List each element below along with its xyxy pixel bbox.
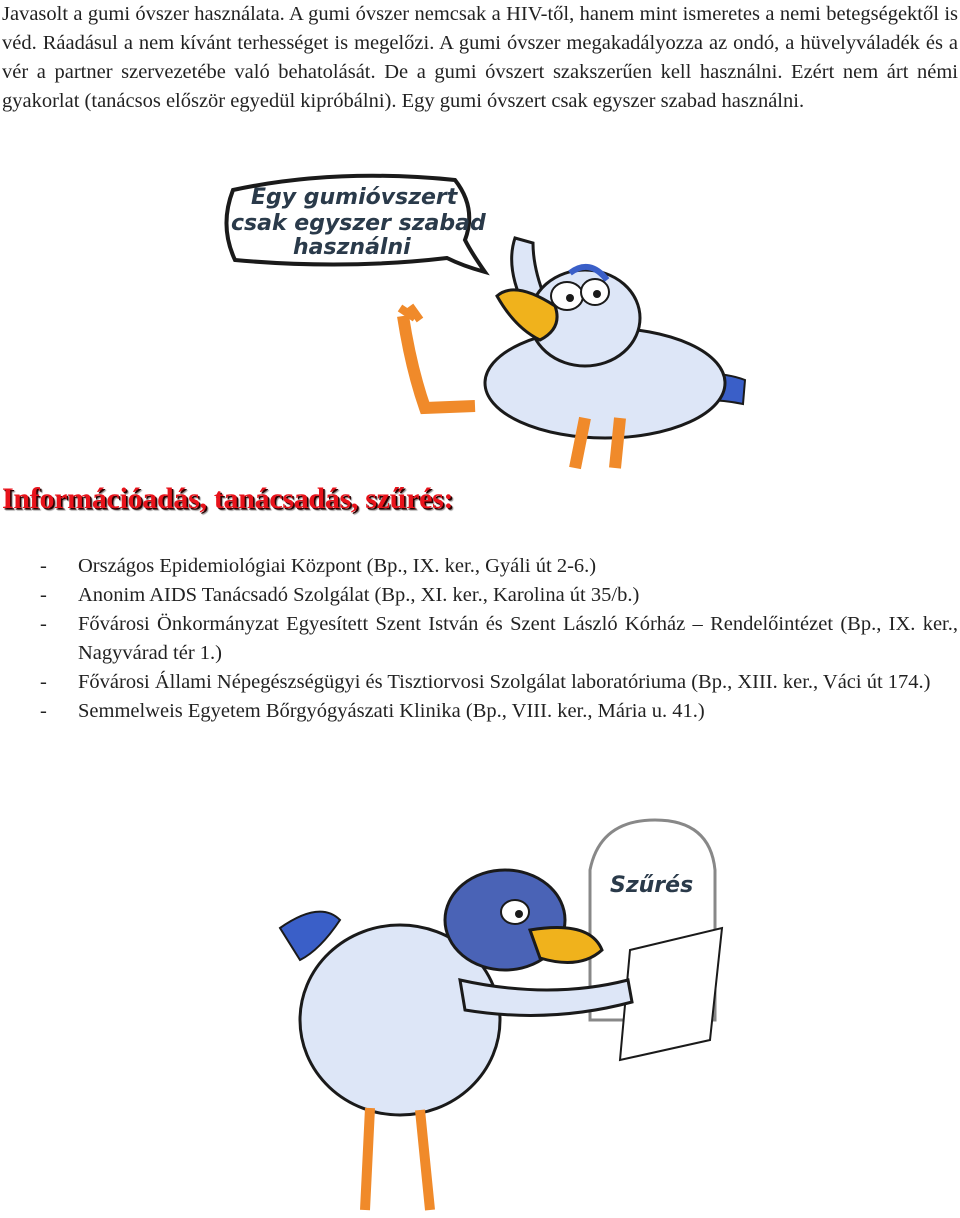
list-item: - Anonim AIDS Tanácsadó Szolgálat (Bp., XI. ker., Karolina út 35/b.) — [40, 581, 958, 610]
bubble-line-1: Egy gumióvszert — [251, 185, 458, 210]
list-item: - Fővárosi Önkormányzat Egyesített Szent István és Szent László Kórház – Rendelőintézet (Bp., IX. ker., Nagyvárad tér 1.) — [40, 610, 958, 668]
list-dash: - — [40, 700, 47, 722]
bubble-line-2: csak egyszer szabad — [231, 211, 486, 236]
list-dash: - — [40, 671, 47, 693]
contact-list — [40, 552, 958, 726]
sign-text: Szűrés — [610, 873, 694, 898]
list-dash: - — [40, 555, 47, 577]
list-item: - Semmelweis Egyetem Bőrgyógyászati Klinika (Bp., VIII. ker., Mária u. 41.) — [40, 697, 958, 726]
list-item: - Fővárosi Állami Népegészségügyi és Tisztiorvosi Szolgálat laboratóriuma (Bp., XIII. ker., Váci út 174.) — [40, 668, 958, 697]
bubble-line-3: használni — [293, 235, 411, 260]
bird-cartoon-icon — [215, 168, 755, 483]
list-dash: - — [40, 613, 47, 635]
intro-paragraph: Javasolt a gumi óvszer használata. A gumi óvszer nemcsak a HIV-től, hanem mint ismeretes a nemi betegségektől is véd. Ráadásul a nem kívánt terhességet is megelőzi. A gumi óvszer megakadályozza az ondó, a hüvelyváladék és a vér a partner szervezetébe való behatolását. De a gumi óvszert szakszerűen kell használni. Ezért nem árt némi gyakorlat (tanácsos először egyedül kipróbálni). Egy gumi óvszert csak egyszer szabad használni. — [2, 3, 958, 112]
section-heading: Információadás, tanácsadás, szűrés: — [2, 482, 454, 515]
list-dash: - — [40, 584, 47, 606]
list-item: - Országos Epidemiológiai Központ (Bp., IX. ker., Gyáli út 2-6.) — [40, 552, 958, 581]
bird-with-sign-icon — [260, 810, 760, 1218]
